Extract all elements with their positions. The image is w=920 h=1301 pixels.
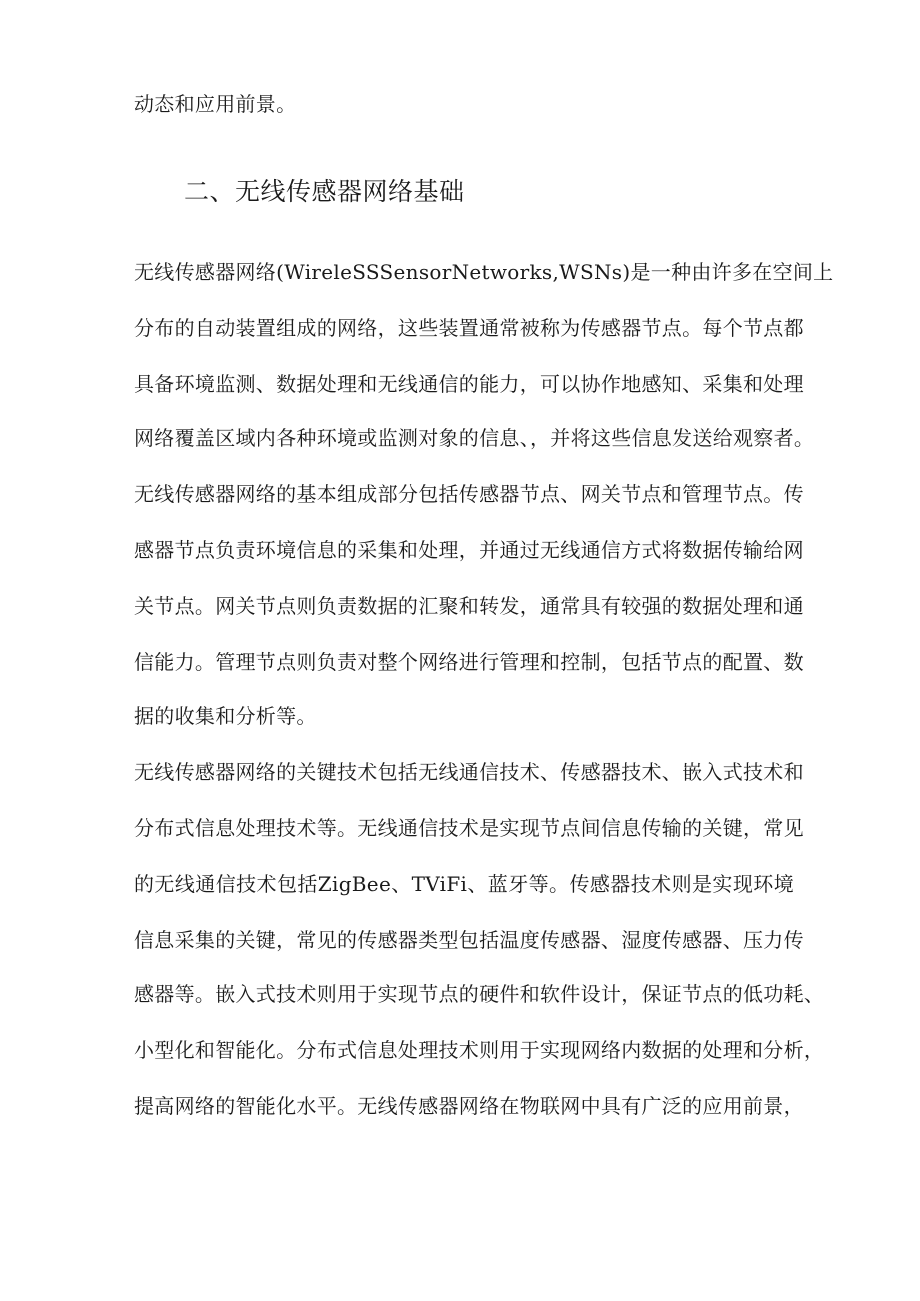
section-heading: 二、无线传感器网络基础: [184, 177, 465, 206]
paragraph-line: 无线传感器网络(WireleSSSensorNetworks,WSNs)是一种由许多在空间上: [134, 260, 834, 284]
paragraph-line: 感器节点负责环境信息的采集和处理，并通过无线通信方式将数据传输给网: [134, 538, 804, 562]
intro-tail-line: 动态和应用前景。: [134, 92, 297, 116]
paragraph-line: 具备环境监测、数据处理和无线通信的能力，可以协作地感知、采集和处理: [134, 372, 804, 396]
paragraph-line: 感器等。嵌入式技术则用于实现节点的硬件和软件设计，保证节点的低功耗、: [134, 982, 825, 1006]
paragraph-line: 的无线通信技术包括ZigBee、TViFi、蓝牙等。传感器技术则是实现环境: [134, 872, 794, 896]
paragraph-line: 信能力。管理节点则负责对整个网络进行管理和控制，包括节点的配置、数: [134, 650, 804, 674]
paragraph-line: 网络覆盖区域内各种环境或监测对象的信息、，并将这些信息发送给观察者。: [134, 426, 815, 450]
paragraph-line: 小型化和智能化。分布式信息处理技术则用于实现网络内数据的处理和分析，: [134, 1038, 825, 1062]
paragraph-line: 无线传感器网络的关键技术包括无线通信技术、传感器技术、嵌入式技术和: [134, 760, 804, 784]
paragraph-line: 分布的自动装置组成的网络，这些装置通常被称为传感器节点。每个节点都: [134, 316, 804, 340]
paragraph-line: 无线传感器网络的基本组成部分包括传感器节点、网关节点和管理节点。传: [134, 482, 804, 506]
paragraph-line: 提高网络的智能化水平。无线传感器网络在物联网中具有广泛的应用前景，: [134, 1094, 804, 1118]
paragraph-line: 关节点。网关节点则负责数据的汇聚和转发，通常具有较强的数据处理和通: [134, 594, 804, 618]
paragraph-line: 信息采集的关键，常见的传感器类型包括温度传感器、湿度传感器、压力传: [134, 928, 804, 952]
paragraph-line: 分布式信息处理技术等。无线通信技术是实现节点间信息传输的关键，常见: [134, 816, 804, 840]
paragraph-line: 据的收集和分析等。: [134, 704, 317, 728]
